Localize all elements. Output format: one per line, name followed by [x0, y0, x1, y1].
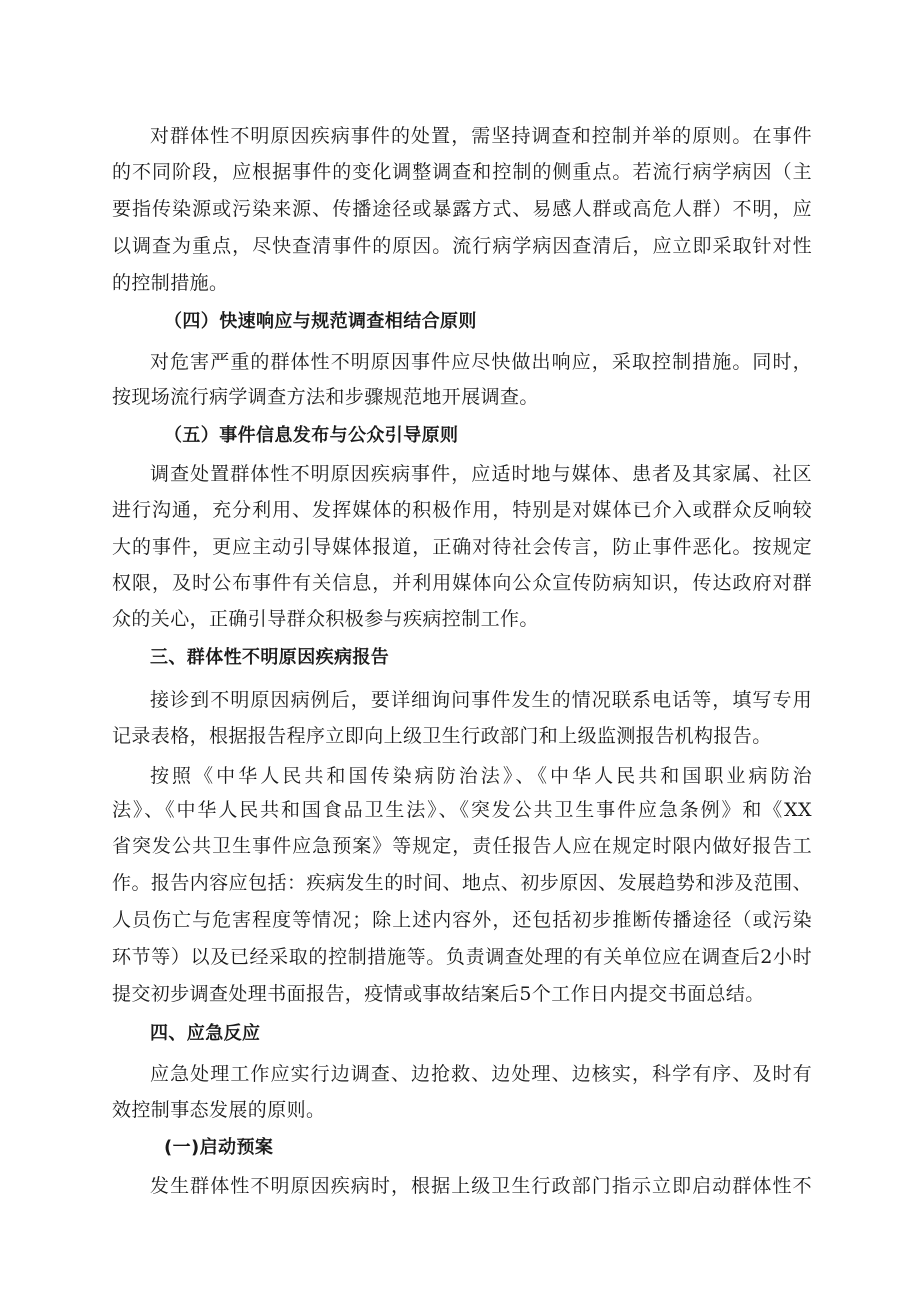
- text-line: 以调查为重点，尽快查清事件的原因。流行病学病因查清后，应立即采取针对性: [112, 235, 812, 257]
- text-line: 对群体性不明原因疾病事件的处置，需坚持调查和控制并举的原则。在事件: [150, 125, 812, 147]
- text-line: 众的关心，正确引导群众积极参与疾病控制工作。: [112, 608, 539, 630]
- text-line: 应急处理工作应实行边调查、边抢救、边处理、边核实，科学有序、及时有: [150, 1063, 812, 1085]
- section-heading-start-plan: (一)启动预案: [164, 1137, 274, 1158]
- text-line: 环节等）以及已经采取的控制措施等。负责调查处理的有关单位应在调查后2小时: [112, 946, 812, 968]
- text-line: 按照《中华人民共和国传染病防治法》、《中华人民共和国职业病防治: [150, 765, 812, 787]
- text-line: 权限，及时公布事件有关信息，并利用媒体向公众宣传防病知识，传达政府对群: [112, 572, 812, 594]
- text-line: 作。报告内容应包括：疾病发生的时间、地点、初步原因、发展趋势和涉及范围、: [112, 872, 812, 894]
- text-line: 要指传染源或污染来源、传播途径或暴露方式、易感人群或高危人群）不明，应: [112, 198, 812, 220]
- text-line: 人员伤亡与危害程度等情况；除上述内容外，还包括初步推断传播途径（或污染: [112, 909, 812, 931]
- text-line: 法》、《中华人民共和国食品卫生法》、《突发公共卫生事件应急条例》和《XX: [112, 799, 812, 821]
- text-line: 对危害严重的群体性不明原因事件应尽快做出响应，采取控制措施。同时，: [150, 351, 812, 373]
- text-line: 记录表格，根据报告程序立即向上级卫生行政部门和上级监测报告机构报告。: [112, 725, 772, 747]
- text-line: 大的事件，更应主动引导媒体报道，正确对待社会传言，防止事件恶化。按规定: [112, 536, 812, 558]
- section-heading-four: （四）快速响应与规范调查相结合原则: [164, 311, 477, 332]
- text-line: 调查处置群体性不明原因疾病事件，应适时地与媒体、患者及其家属、社区: [150, 463, 812, 485]
- text-line: 接诊到不明原因病例后，要详细询问事件发生的情况联系电话等，填写专用: [150, 689, 812, 711]
- text-line: 提交初步调查处理书面报告，疫情或事故结案后5个工作日内提交书面总结。: [112, 983, 765, 1005]
- text-line: 按现场流行病学调查方法和步骤规范地开展调查。: [112, 386, 539, 408]
- text-line: 效控制事态发展的原则。: [112, 1099, 326, 1121]
- text-line: 进行沟通，充分利用、发挥媒体的积极作用，特别是对媒体已介入或群众反响较: [112, 499, 812, 521]
- section-heading-five: （五）事件信息发布与公众引导原则: [164, 425, 459, 446]
- section-heading-emergency: 四、应急反应: [150, 1023, 261, 1044]
- section-heading-report: 三、群体性不明原因疾病报告: [150, 647, 390, 668]
- text-line: 发生群体性不明原因疾病时，根据上级卫生行政部门指示立即启动群体性不: [150, 1175, 812, 1197]
- text-line: 的不同阶段，应根据事件的变化调整调查和控制的侧重点。若流行病学病因（主: [112, 161, 812, 183]
- text-line: 省突发公共卫生事件应急预案》等规定，责任报告人应在规定时限内做好报告工: [112, 835, 812, 857]
- text-line: 的控制措施。: [112, 272, 229, 294]
